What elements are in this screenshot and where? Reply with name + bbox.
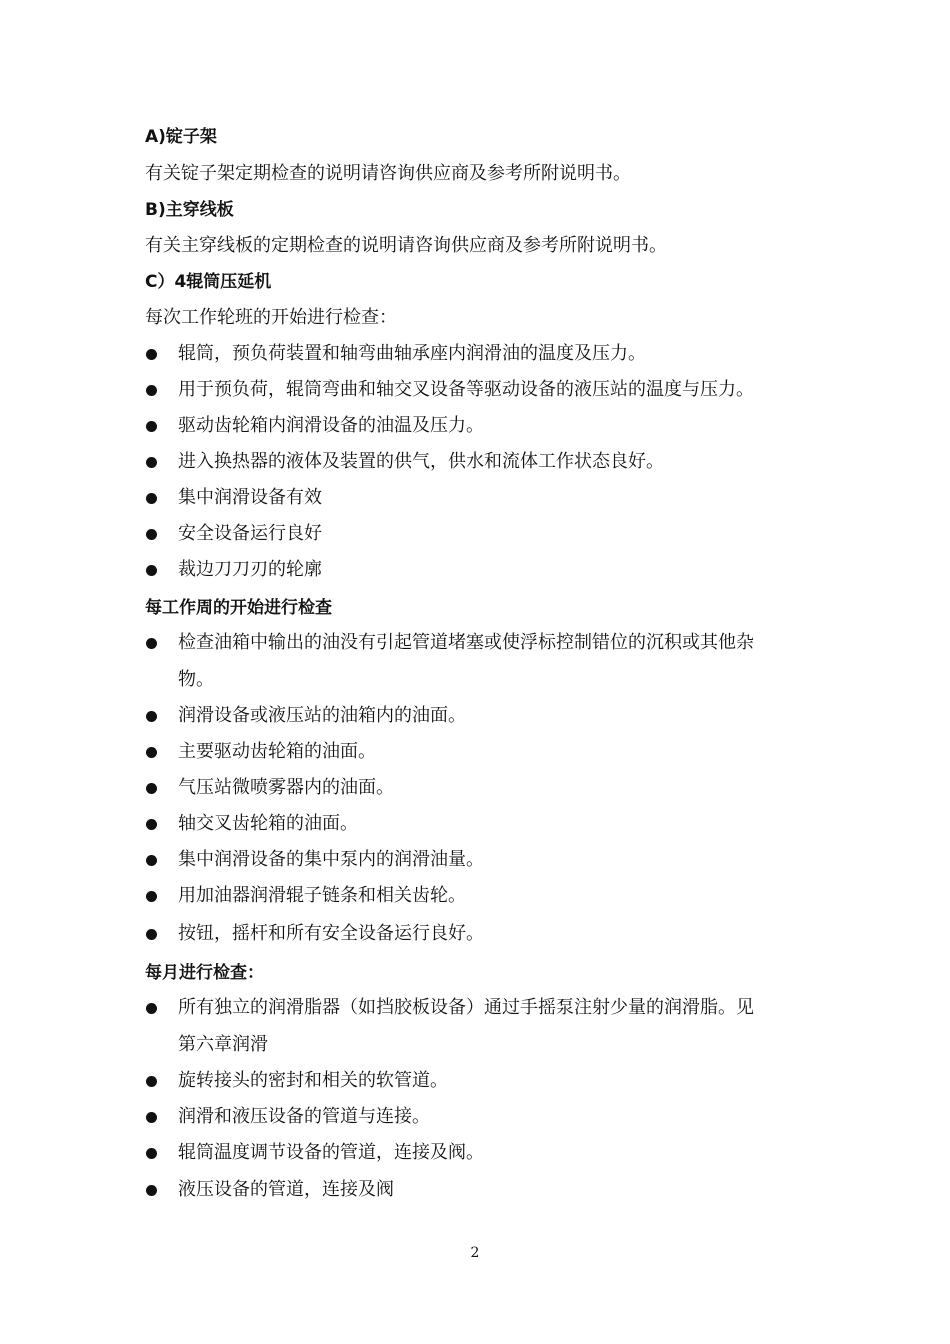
list-item-text-continued: 物。 [178, 669, 214, 690]
list-item-text: 进入换热器的液体及装置的供气，供水和流体工作状态良好。 [178, 451, 664, 472]
bullet-icon [146, 783, 157, 794]
list-item-text: 裁边刀刀刃的轮廓 [178, 559, 322, 580]
bullet-icon [146, 711, 157, 722]
page-number: 2 [470, 1245, 480, 1261]
list-item-text: 按钮，摇杆和所有安全设备运行良好。 [178, 923, 484, 944]
bullet-icon [146, 421, 157, 432]
bullet-icon [146, 891, 157, 902]
list-item-text-continued: 第六章润滑 [178, 1034, 268, 1055]
bullet-icon [146, 819, 157, 830]
bullet-icon [146, 457, 157, 468]
bullet-icon [146, 1148, 157, 1159]
weekly-title: 每工作周的开始进行检查 [145, 598, 332, 618]
list-item-text: 主要驱动齿轮箱的油面。 [178, 741, 376, 762]
list-item-text: 润滑和液压设备的管道与连接。 [178, 1106, 430, 1127]
bullet-icon [146, 747, 157, 758]
bullet-icon [146, 385, 157, 396]
list-item-text: 辊筒温度调节设备的管道，连接及阀。 [178, 1142, 484, 1163]
section-b-text: 有关主穿线板的定期检查的说明请咨询供应商及参考所附说明书。 [145, 235, 667, 256]
bullet-icon [146, 493, 157, 504]
section-a-title: A)锭子架 [145, 127, 217, 147]
list-item-text: 轴交叉齿轮箱的油面。 [178, 813, 358, 834]
list-item-text: 检查油箱中输出的油没有引起管道堵塞或使浮标控制错位的沉积或其他杂 [178, 632, 754, 653]
list-item-text: 集中润滑设备的集中泵内的润滑油量。 [178, 849, 484, 870]
monthly-title: 每月进行检查： [145, 963, 264, 983]
list-item-text: 驱动齿轮箱内润滑设备的油温及压力。 [178, 415, 484, 436]
bullet-icon [146, 1003, 157, 1014]
list-item-text: 所有独立的润滑脂器（如挡胶板设备）通过手摇泵注射少量的润滑脂。见 [178, 997, 754, 1018]
list-item-text: 液压设备的管道，连接及阀 [178, 1179, 394, 1200]
list-item-text: 集中润滑设备有效 [178, 487, 322, 508]
section-a-text: 有关锭子架定期检查的说明请咨询供应商及参考所附说明书。 [145, 163, 631, 184]
bullet-icon [146, 929, 157, 940]
list-item-text: 用于预负荷，辊筒弯曲和轴交叉设备等驱动设备的液压站的温度与压力。 [178, 379, 754, 400]
bullet-icon [146, 1112, 157, 1123]
section-b-title: B)主穿线板 [145, 200, 234, 220]
bullet-icon [146, 1076, 157, 1087]
bullet-icon [146, 855, 157, 866]
list-item-text: 润滑设备或液压站的油箱内的油面。 [178, 705, 466, 726]
section-c-title: C）4辊筒压延机 [145, 272, 272, 292]
bullet-icon [146, 529, 157, 540]
list-item-text: 安全设备运行良好 [178, 523, 322, 544]
list-item-text: 辊筒，预负荷装置和轴弯曲轴承座内润滑油的温度及压力。 [178, 343, 646, 364]
bullet-icon [146, 565, 157, 576]
list-item-text: 用加油器润滑辊子链条和相关齿轮。 [178, 885, 466, 906]
section-c-intro: 每次工作轮班的开始进行检查： [145, 307, 397, 328]
bullet-icon [146, 638, 157, 649]
list-item-text: 气压站微喷雾器内的油面。 [178, 777, 394, 798]
bullet-icon [146, 1185, 157, 1196]
list-item-text: 旋转接头的密封和相关的软管道。 [178, 1070, 448, 1091]
bullet-icon [146, 349, 157, 360]
